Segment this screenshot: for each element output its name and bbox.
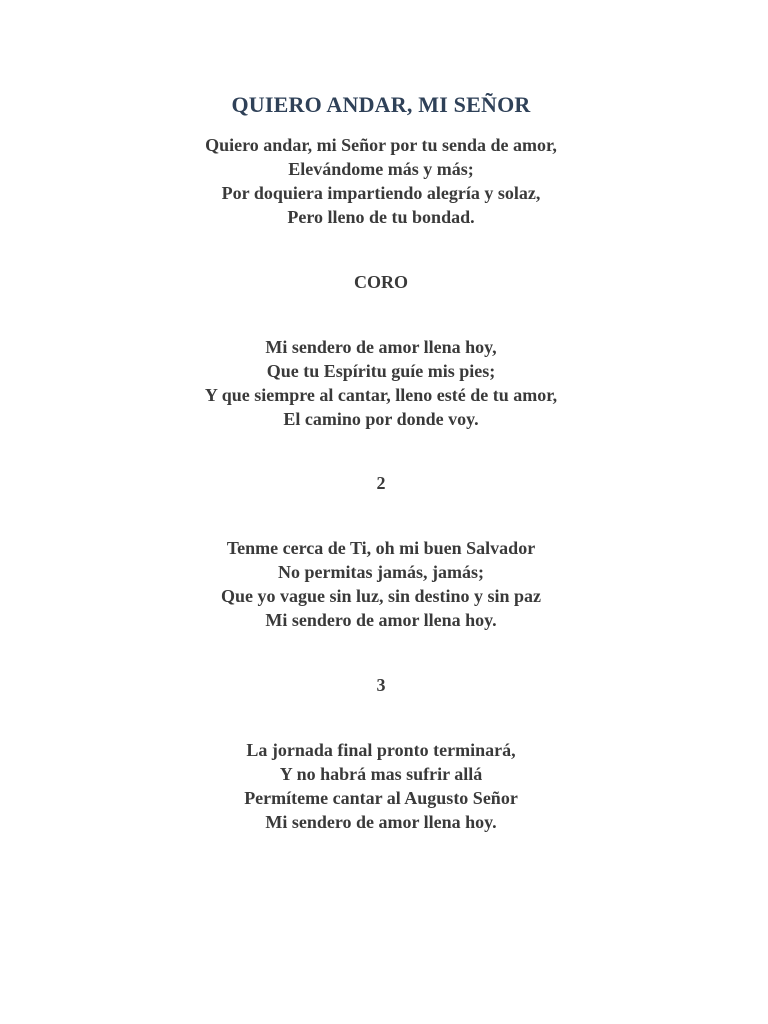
verse-line: Mi sendero de amor llena hoy. bbox=[265, 610, 497, 630]
chorus bbox=[0, 335, 762, 431]
song-title: QUIERO ANDAR, MI SEÑOR bbox=[231, 92, 531, 117]
verse-3-heading: 3 bbox=[376, 675, 386, 695]
verse-line: Elevándome más y más; bbox=[288, 159, 474, 179]
verse-line: No permitas jamás, jamás; bbox=[278, 562, 484, 582]
verse-line: Por doquiera impartiendo alegría y solaz, bbox=[221, 183, 541, 203]
verse-line: Mi sendero de amor llena hoy. bbox=[265, 812, 497, 832]
verse-line: La jornada final pronto terminará, bbox=[246, 740, 516, 760]
verse-line: Quiero andar, mi Señor por tu senda de amor, bbox=[205, 135, 557, 155]
verse-line: Y no habrá mas sufrir allá bbox=[279, 764, 483, 784]
verse-line: Que yo vague sin luz, sin destino y sin paz bbox=[220, 586, 542, 606]
verse-3 bbox=[0, 738, 762, 834]
verse-line: Permíteme cantar al Augusto Señor bbox=[244, 788, 518, 808]
chorus-line: El camino por donde voy. bbox=[283, 409, 479, 429]
verse-line: Pero lleno de tu bondad. bbox=[287, 207, 475, 227]
chorus-line: Que tu Espíritu guíe mis pies; bbox=[266, 361, 496, 381]
chorus-line: Mi sendero de amor llena hoy, bbox=[265, 337, 497, 357]
verse-line: Tenme cerca de Ti, oh mi buen Salvador bbox=[226, 538, 536, 558]
verse-2-heading: 2 bbox=[376, 473, 386, 493]
chorus-line: Y que siempre al cantar, lleno esté de tu amor, bbox=[204, 385, 558, 405]
chorus-heading: CORO bbox=[354, 272, 408, 292]
verse-1 bbox=[0, 133, 762, 229]
verse-2 bbox=[0, 536, 762, 632]
